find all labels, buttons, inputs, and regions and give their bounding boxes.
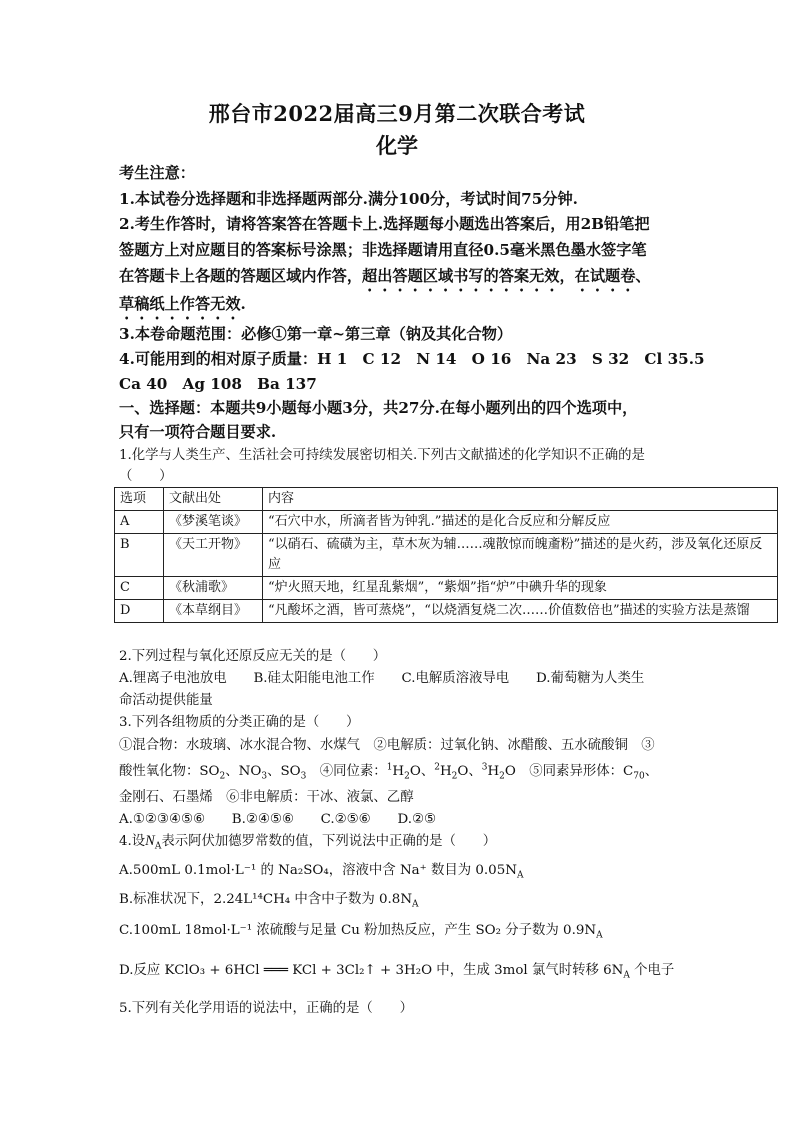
q2-options-line-2: 命活动提供能量 xyxy=(119,693,213,708)
section-heading-line-2: 只有一项符合题目要求. xyxy=(119,423,277,441)
subscript: 2 xyxy=(451,771,458,782)
notice-item-1: 1.本试卷分选择题和非选择题两部分.满分100分，考试时间75分钟. xyxy=(119,190,578,208)
text: 4.设 xyxy=(119,834,146,849)
text: 、SO xyxy=(267,764,301,779)
emphasized-text: 在试题卷 xyxy=(574,267,636,285)
table-cell: D xyxy=(115,600,164,623)
q4-option-d xyxy=(119,959,674,981)
subject-title: 化学 xyxy=(376,133,418,158)
notice-item-4-line-2: Ca 40 Ag 108 Ba 137 xyxy=(119,375,317,393)
header-cell: 文献出处 xyxy=(164,488,263,511)
q3-options: A.①②③④⑤⑥ B.②④⑤⑥ C.②⑤⑥ D.②⑤ xyxy=(119,812,436,827)
text: D.反应 KClO₃ + 6HCl ═══ KCl + 3Cl₂↑ + 3H₂O 中，生成 3mol 氯气时转移 6N xyxy=(119,963,624,978)
text: 、 xyxy=(644,764,659,779)
subscript: 2 xyxy=(219,771,226,782)
table-cell: C xyxy=(115,577,164,600)
superscript: 2 xyxy=(434,762,440,773)
table-cell: 《梦溪笔谈》 xyxy=(164,511,263,534)
q5-stem: 5.下列有关化学用语的说法中，正确的是（ ） xyxy=(119,1001,413,1016)
q2-stem: 2.下列过程与氧化还原反应无关的是（ ） xyxy=(119,649,387,664)
notice-item-2-line-3 xyxy=(119,265,651,295)
table-cell: A xyxy=(115,511,164,534)
table-cell: “以硝石、硫磺为主，草木灰为辅……魂散惊而魄齑粉”描述的是火药，涉及氧化还原反应 xyxy=(263,534,778,577)
text: H xyxy=(487,764,500,779)
notice-item-2-line-2: 签题方上对应题目的答案标号涂黑；非选择题请用直径0.5毫米黑色墨水签字笔 xyxy=(119,241,647,259)
emphasized-text: 草稿纸上作答无效 xyxy=(119,295,241,313)
notice-item-2-line-4 xyxy=(119,293,246,323)
table-header-row xyxy=(115,488,778,511)
notice-heading: 考生注意： xyxy=(119,164,195,182)
q1-paren: （ ） xyxy=(119,469,173,484)
q2-options-line-1: A.锂离子电池放电 B.硅太阳能电池工作 C.电解质溶液导电 D.葡萄糖为人类生 xyxy=(119,671,645,686)
subscript: A xyxy=(412,899,419,910)
subscript: A xyxy=(154,841,162,852)
exam-title: 邢台市2022届高三9月第二次联合考试 xyxy=(208,101,586,126)
table-row xyxy=(115,600,778,623)
text: 在答题卡上各题的答题区域内作答， xyxy=(119,267,362,285)
q1-stem: 1.化学与人类生产、生活社会可持续发展密切相关.下列古文献描述的化学知识不正确的是 xyxy=(119,448,645,463)
superscript: 3 xyxy=(481,762,488,773)
table-cell: “炉火照天地，红星乱紫烟”，“紫烟”指“炉”中碘升华的现象 xyxy=(263,577,778,600)
math-symbol: N xyxy=(145,833,155,849)
subscript: 3 xyxy=(261,771,268,782)
text: ， xyxy=(559,267,575,285)
subscript: A xyxy=(623,970,630,981)
text: H xyxy=(439,764,452,779)
superscript: 1 xyxy=(386,762,393,773)
table-cell: B xyxy=(115,534,164,577)
subscript: 3 xyxy=(300,771,307,782)
subscript: 70 xyxy=(633,771,645,782)
q4-option-a xyxy=(119,859,523,881)
subscript: A xyxy=(516,870,524,881)
subscript: A xyxy=(596,930,603,941)
text: 、NO xyxy=(225,764,262,779)
table-row xyxy=(115,577,778,600)
subscript: 2 xyxy=(499,771,505,782)
text: O、 xyxy=(409,764,435,779)
header-cell: 选项 xyxy=(115,488,164,511)
notice-item-4-line-1: 4.可能用到的相对原子质量：H 1 C 12 N 14 O 16 Na 23 S 32 Cl 35.5 xyxy=(119,350,705,368)
table-row xyxy=(115,534,778,577)
text: O、 xyxy=(457,764,482,779)
table-cell: 《秋浦歌》 xyxy=(164,577,263,600)
text: 表示阿伏加德罗常数的值，下列说法中正确的是（ ） xyxy=(161,834,497,849)
text: H xyxy=(392,764,405,779)
q4-stem xyxy=(119,830,496,852)
text: A.500mL 0.1mol·L⁻¹ 的 Na₂SO₄，溶液中含 Na⁺ 数目为 0.05N xyxy=(119,863,517,878)
notice-item-2-line-1: 2.考生作答时，请将答案答在答题卡上.选择题每小题选出答案后，用2B铅笔把 xyxy=(119,215,650,233)
section-heading-line-1: 一、选择题：本题共9小题每小题3分，共27分.在每小题列出的四个选项中， xyxy=(119,399,638,417)
q3-stem: 3.下列各组物质的分类正确的是（ ） xyxy=(119,715,360,730)
q1-table xyxy=(114,487,778,623)
notice-item-3: 3.本卷命题范围：必修①第一章~第三章（钠及其化合物） xyxy=(119,325,513,343)
table-cell: “石穴中水，所滴者皆为钟乳.”描述的是化合反应和分解反应 xyxy=(263,511,778,534)
subscript: 2 xyxy=(404,771,410,782)
header-cell: 内容 xyxy=(263,488,778,511)
text: 个电子 xyxy=(629,963,675,978)
text: . xyxy=(240,295,246,313)
q3-line-1: ①混合物：水玻璃、冰水混合物、水煤气 ②电解质：过氧化钠、冰醋酸、五水硫酸铜 ③ xyxy=(119,738,655,753)
table-cell: “凡酸坏之酒，皆可蒸烧”，“以烧酒复烧二次……价值数倍也”描述的实验方法是蒸馏 xyxy=(263,600,778,623)
text: ④同位素： xyxy=(306,764,387,779)
table-cell: 《天工开物》 xyxy=(164,534,263,577)
text: 酸性氧化物：SO xyxy=(119,764,220,779)
table-row xyxy=(115,511,778,534)
text: C.100mL 18mol·L⁻¹ 浓硫酸与足量 Cu 粉加热反应，产生 SO₂ 分子数为 0.9N xyxy=(119,923,597,938)
text: 、 xyxy=(635,267,651,285)
q4-option-b xyxy=(119,888,419,910)
q3-line-2 xyxy=(119,760,658,782)
text: B.标准状况下，2.24L¹⁴CH₄ 中含中子数为 0.8N xyxy=(119,892,413,907)
q4-option-c xyxy=(119,919,603,941)
table-cell: 《本草纲目》 xyxy=(164,600,263,623)
emphasized-text: 超出答题区域书写的答案无效 xyxy=(362,267,560,285)
q3-line-3: 金刚石、石墨烯 ⑥非电解质：干冰、液氯、乙醇 xyxy=(119,790,414,805)
text: O ⑤同素异形体：C xyxy=(504,764,634,779)
